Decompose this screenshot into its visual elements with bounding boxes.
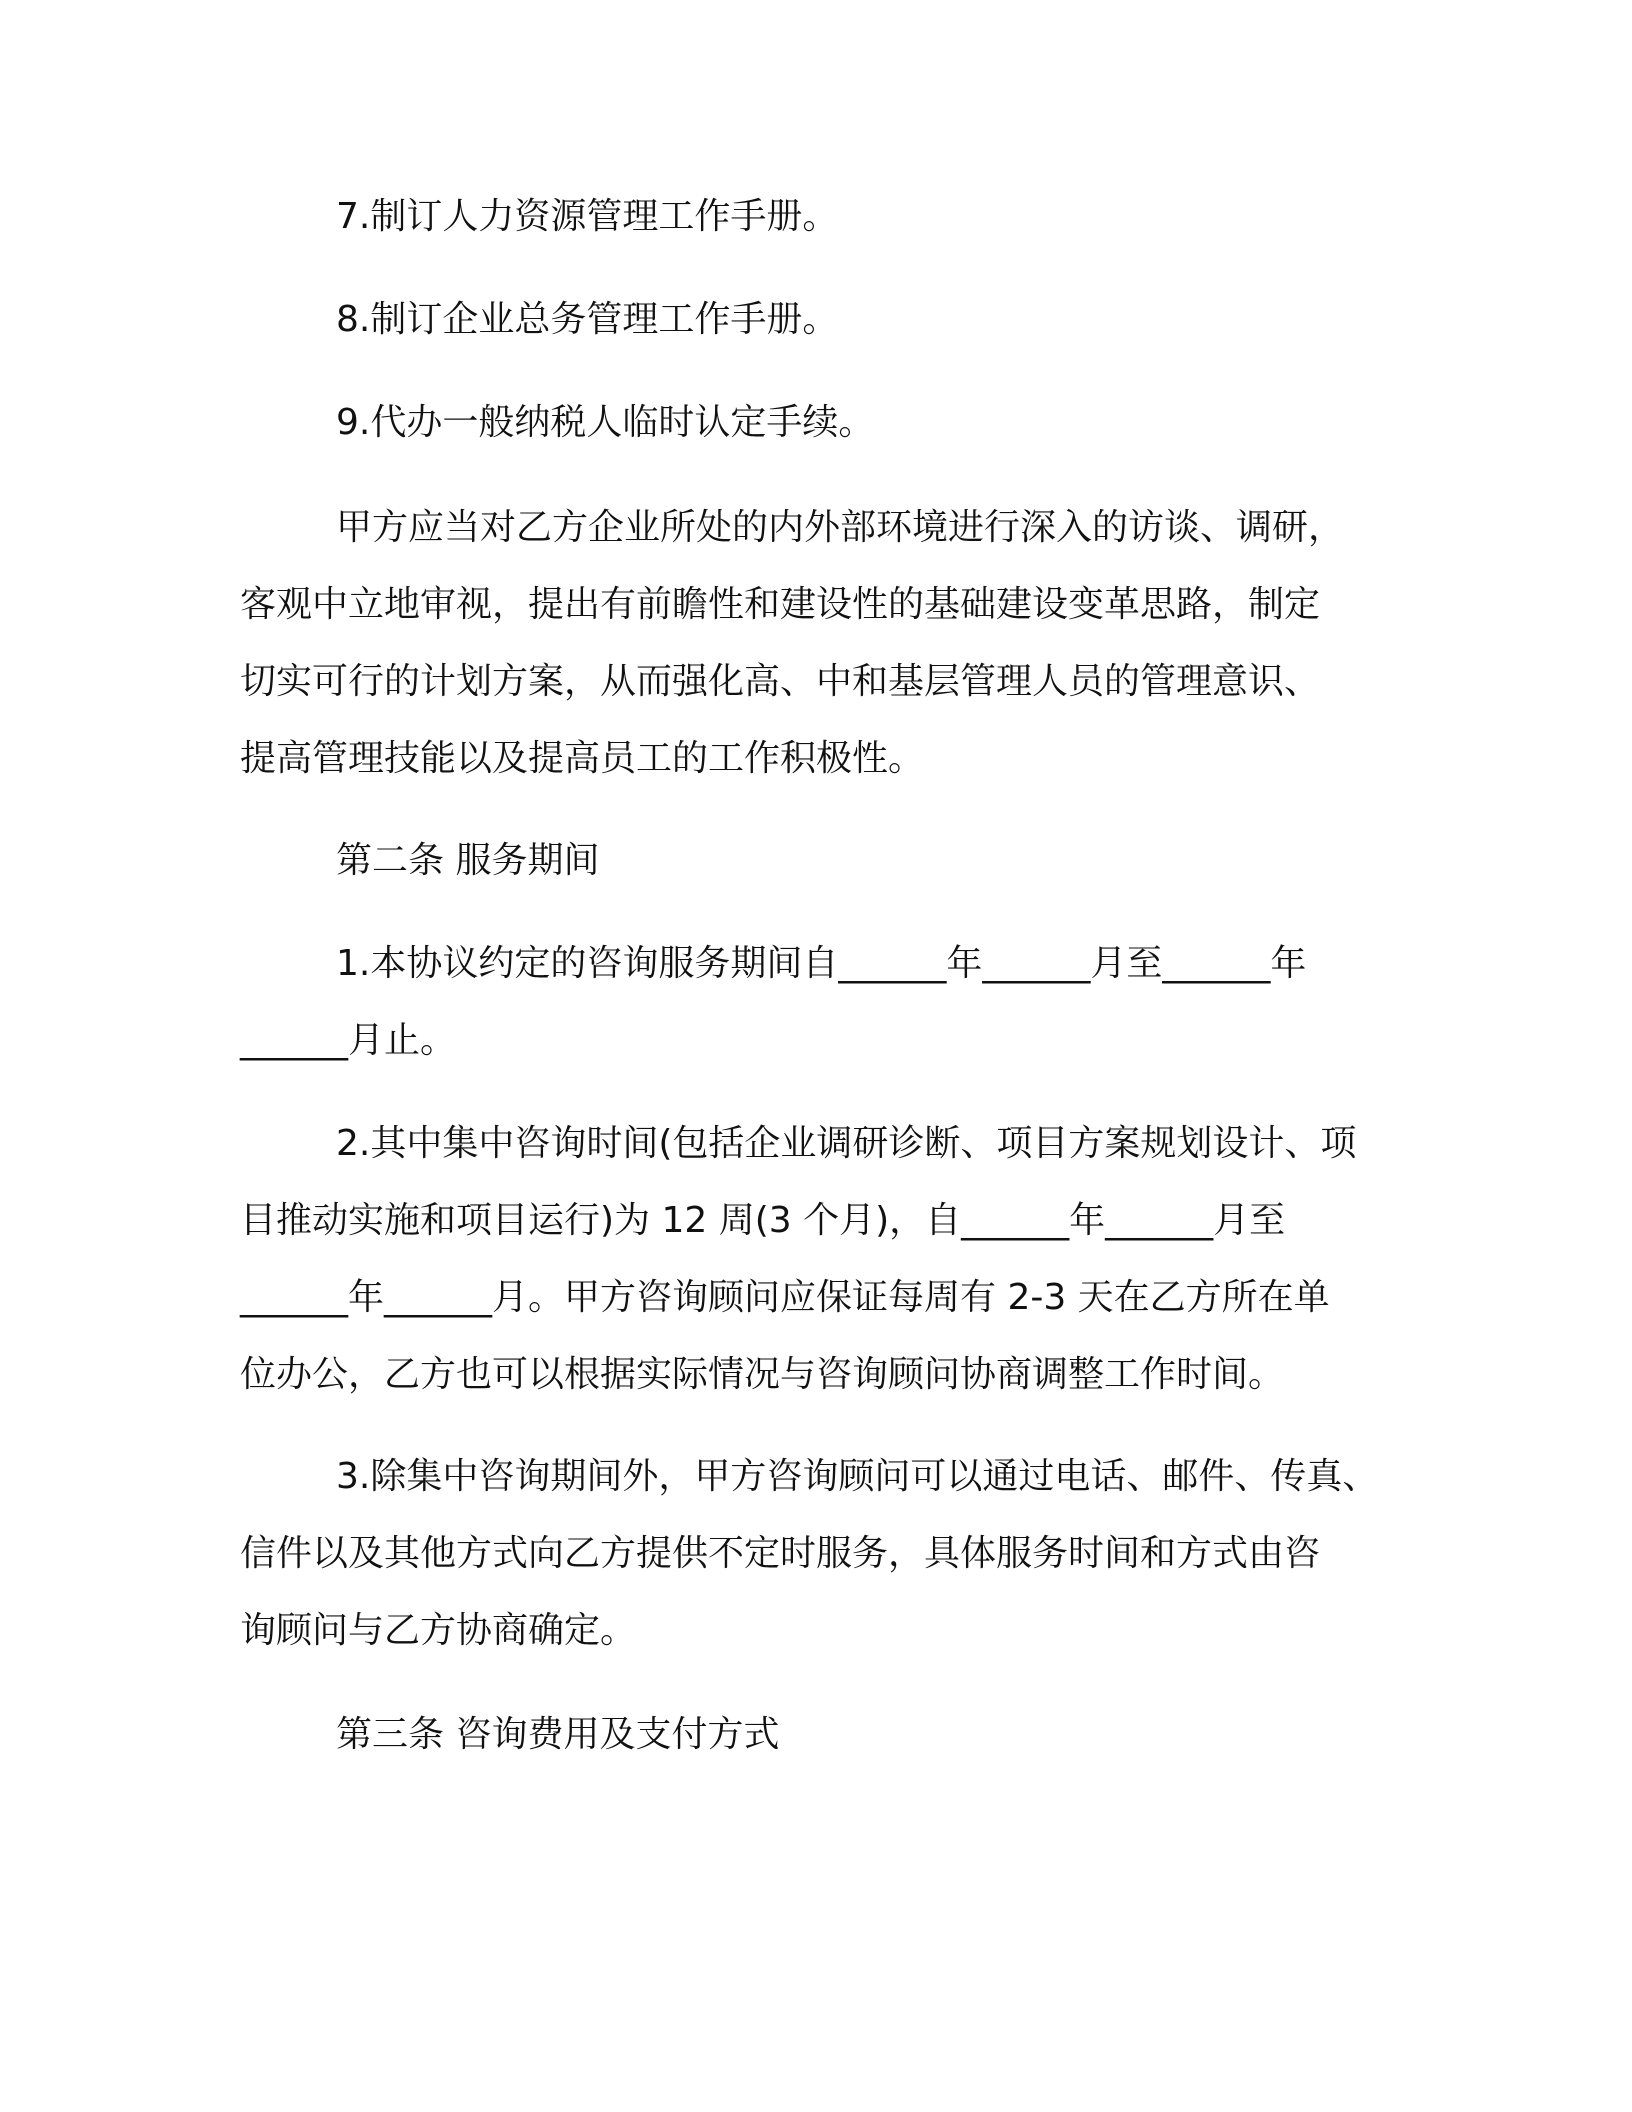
clause-line: 信件以及其他方式向乙方提供不定时服务，具体服务时间和方式由咨 [240,1533,1321,1574]
list-item: 7.制订人力资源管理工作手册。 [336,196,839,237]
list-item: 8.制订企业总务管理工作手册。 [336,299,839,340]
clause-line: ______年______月。甲方咨询顾问应保证每周有 2-3 天在乙方所在单 [240,1277,1330,1318]
section-heading: 第二条 服务期间 [336,840,600,881]
clause-line: ______月止。 [240,1020,457,1061]
clause-line: 3.除集中咨询期间外，甲方咨询顾问可以通过电话、邮件、传真、 [336,1456,1379,1497]
clause-line: 目推动实施和项目运行)为 12 周(3 个月)，自______年______月至 [240,1200,1286,1241]
clause-line: 1.本协议约定的咨询服务期间自______年______月至______年 [336,943,1307,984]
paragraph-line: 提高管理技能以及提高员工的工作积极性。 [240,738,925,779]
list-item: 9.代办一般纳税人临时认定手续。 [336,402,875,443]
paragraph-line: 客观中立地审视，提出有前瞻性和建设性的基础建设变革思路，制定 [240,584,1321,625]
paragraph-line: 甲方应当对乙方企业所处的内外部环境进行深入的访谈、调研， [336,507,1345,548]
section-heading: 第三条 咨询费用及支付方式 [336,1714,780,1755]
clause-line: 询顾问与乙方协商确定。 [240,1610,637,1651]
clause-line: 位办公，乙方也可以根据实际情况与咨询顾问协商调整工作时间。 [240,1354,1285,1395]
paragraph-line: 切实可行的计划方案，从而强化高、中和基层管理人员的管理意识、 [240,661,1321,702]
clause-line: 2.其中集中咨询时间(包括企业调研诊断、项目方案规划设计、项 [336,1123,1357,1164]
